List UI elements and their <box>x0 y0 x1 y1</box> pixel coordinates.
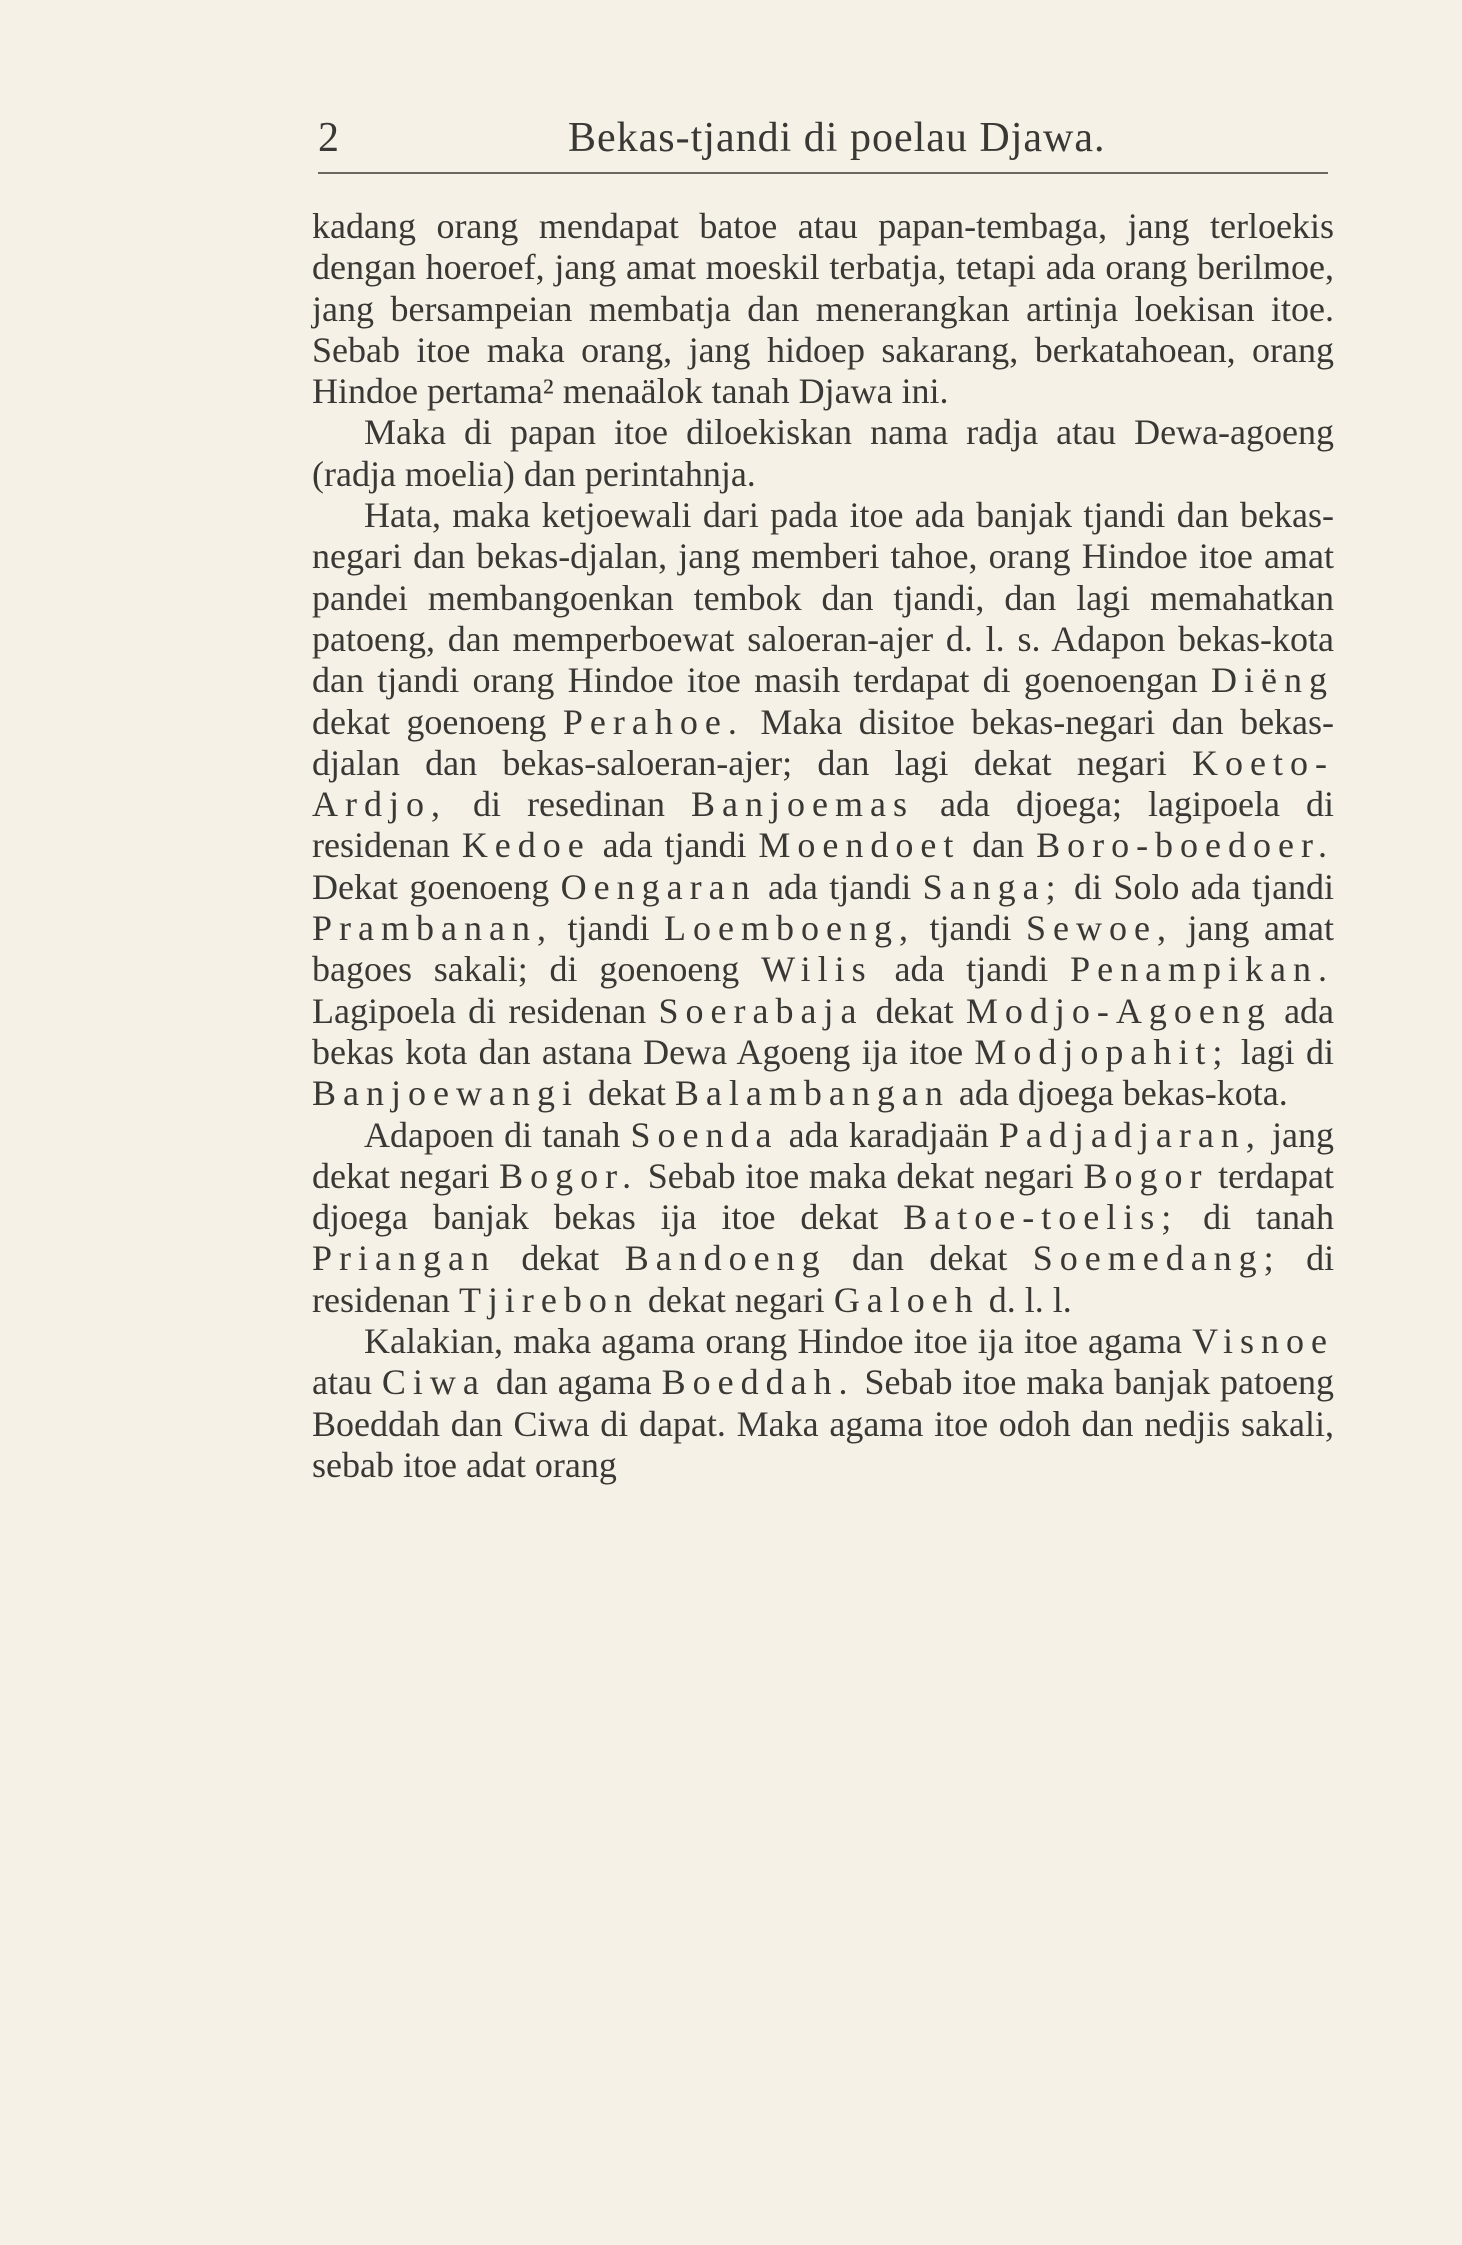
text-run: ada tjandi <box>767 866 912 907</box>
text-run: d. l. l. <box>988 1279 1072 1320</box>
paragraph-5 <box>312 1321 1334 1486</box>
page-number: 2 <box>318 115 339 161</box>
text-run: jang amat bagoes sakali; di goenoeng <box>312 908 1334 990</box>
text-run: tjandi <box>929 908 1012 949</box>
place-name: Banjoemas <box>691 784 914 825</box>
place-name: Sanga; <box>922 866 1063 907</box>
place-name: Tjirebon <box>458 1279 639 1320</box>
text-run: tjandi <box>567 908 650 949</box>
text-run: dekat <box>875 990 954 1031</box>
text-run: ada djoega bekas-kota. <box>958 1073 1288 1114</box>
text-run: dan <box>972 825 1025 866</box>
place-name: Soerabaja <box>658 990 864 1031</box>
religion-name: Boeddah. <box>661 1362 855 1403</box>
place-name: Boro-boedoer. <box>1036 825 1335 866</box>
place-name: Banjoewangi <box>312 1073 579 1114</box>
text-run: ada djoega; lagipoela di residenan <box>312 784 1334 866</box>
place-name: Priangan <box>312 1238 496 1279</box>
place-name: Soemedang; <box>1032 1238 1281 1279</box>
place-name: Diëng <box>1211 660 1335 701</box>
place-name: Soenda <box>630 1114 779 1155</box>
text-run: Dekat goenoeng <box>312 866 550 907</box>
religion-name: Visnoe <box>1192 1321 1334 1362</box>
text-run: dekat goenoeng <box>312 701 547 742</box>
place-name: Perahoe. <box>562 701 744 742</box>
place-name: Koeto-Ardjo, <box>312 742 1334 825</box>
text-run: ada karadjaän <box>788 1114 989 1155</box>
text-run: lagi di <box>1240 1031 1335 1072</box>
text-run: ada bekas kota dan astana Dewa Agoeng ija itoe <box>312 990 1335 1072</box>
text-run: atau <box>312 1362 372 1403</box>
text-run: terdapat djoega banjak bekas ija itoe dekat <box>312 1155 1335 1238</box>
text-run: Maka disitoe bekas-negari dan bekas-djalan dan bekas-saloeran-ajer; dan lagi dekat negari <box>312 701 1335 783</box>
text-run: dan dekat <box>852 1238 1008 1279</box>
text-run: ada tjandi <box>894 949 1049 990</box>
place-name: Modjo-Agoeng <box>965 990 1272 1031</box>
text-run: di Solo ada tjandi <box>1074 866 1335 907</box>
text-run: di tanah <box>1203 1197 1334 1238</box>
place-name: Bogor. <box>499 1155 639 1196</box>
place-name: Oengaran <box>560 866 757 907</box>
text-run: Sebab itoe maka banjak patoeng Boeddah dan Ciwa di dapat. Maka agama itoe odoh dan nedjis sakali, sebab itoe adat orang <box>312 1362 1334 1485</box>
text-run: ada tjandi <box>602 825 747 866</box>
text-run: Hata, maka ketjoewali dari pada itoe ada banjak tjandi dan bekas-negari dan bekas-djalan, jang memberi tahoe, orang Hindoe itoe amat pandei membangoenkan tembok dan tjandi, dan lagi memahatkan patoeng, dan memperboewat saloeran-ajer d. l. s. Adapon bekas-kota dan tjandi orang Hindoe itoe masih terdapat di goenoengan <box>312 495 1334 701</box>
place-name: Balambangan <box>674 1073 950 1114</box>
header-rule <box>318 172 1328 174</box>
place-name: Sewoe, <box>1026 908 1173 949</box>
place-name: Penampikan. <box>1070 949 1335 990</box>
text-run: dan agama <box>495 1362 652 1403</box>
text-run: Lagipoela di residenan <box>312 990 647 1031</box>
text-run: Sebab itoe maka dekat negari <box>647 1155 1074 1196</box>
text-run: dekat negari <box>647 1279 825 1320</box>
place-name: Prambanan, <box>312 908 553 949</box>
place-name: Wilis <box>761 949 873 990</box>
paragraph-1: kadang orang mendapat batoe atau papan-tembaga, jang terloekis dengan hoeroef, jang amat moeskil terbatja, tetapi ada orang berilmoe, jang bersampeian membatja dan menerangkan artinja loekisan itoe. Sebab itoe maka orang, jang hidoep sakarang, berkatahoean, orang Hindoe pertama² menaälok tanah Djawa ini. <box>312 206 1334 412</box>
place-name: Padjadjaran, <box>998 1114 1262 1155</box>
place-name: Bandoeng <box>624 1238 827 1279</box>
text-run: dekat <box>587 1073 666 1114</box>
text-run: di resedinan <box>473 784 665 825</box>
page-header <box>318 106 1328 170</box>
text-run: jang dekat negari <box>312 1114 1334 1196</box>
running-title: Bekas-tjandi di poelau Djawa. <box>568 115 1106 161</box>
text-run: Kalakian, maka agama orang Hindoe itoe ija itoe agama <box>364 1321 1182 1362</box>
place-name: Bogor <box>1083 1155 1209 1196</box>
place-name: Moendoet <box>758 825 961 866</box>
paragraph-2: Maka di papan itoe diloekiskan nama radja atau Dewa-agoeng (radja moelia) dan perintahnja. <box>312 412 1334 494</box>
paragraph-4 <box>312 1115 1334 1321</box>
text-run: di residenan <box>312 1238 1335 1320</box>
paragraph-3 <box>312 495 1334 1114</box>
religion-name: Ciwa <box>381 1362 486 1403</box>
place-name: Galoeh <box>833 1279 980 1320</box>
place-name: Loemboeng, <box>664 908 915 949</box>
text-run: dekat <box>521 1238 600 1279</box>
place-name: Modjopahit; <box>974 1031 1230 1072</box>
place-name: Kedoe <box>461 825 591 866</box>
body-text <box>312 206 1334 1486</box>
text-run: Adapoen di tanah <box>364 1114 621 1155</box>
place-name: Batoe-toelis; <box>903 1197 1179 1238</box>
